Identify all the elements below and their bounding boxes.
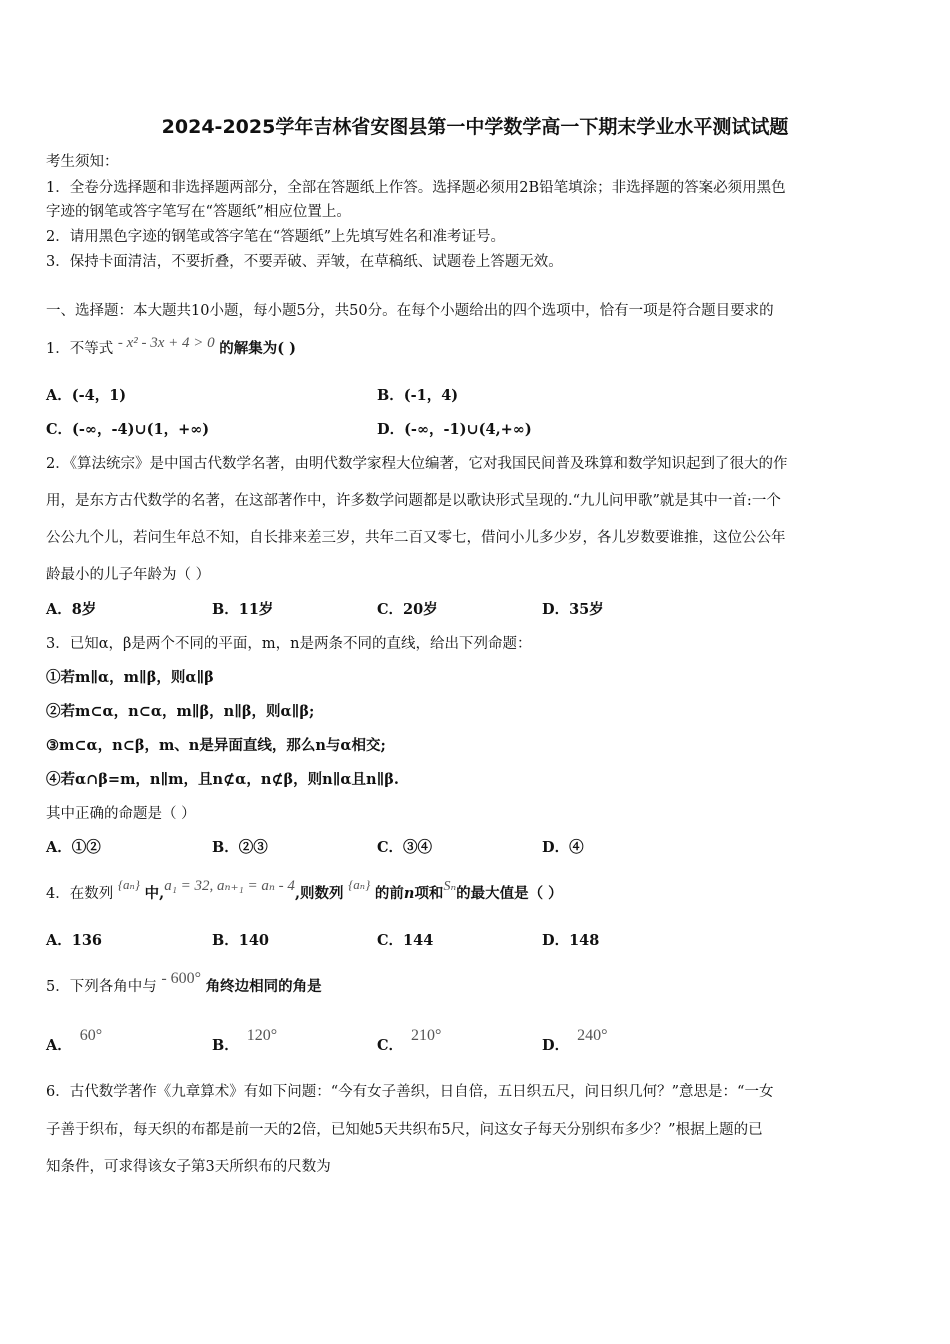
question-3-option-b: B．②③ <box>212 839 268 856</box>
question-3-line: 其中正确的命题是（ ） <box>46 806 196 822</box>
question-4-sequence: {aₙ} <box>117 877 141 892</box>
notice-item: 2．请用黑色字迹的钢笔或答字笔在“答题纸”上先填写姓名和准考证号。 <box>46 229 506 245</box>
question-6-line: 子善于织布，每天织的布都是前一天的2倍，已知她5天共织布5尺，问这女子每天分别织布多少？”根据上题的已 <box>46 1122 763 1138</box>
question-5-option-a <box>46 1027 103 1056</box>
question-1-option-c: C．(-∞，-4)∪(1，+∞) <box>46 421 210 438</box>
question-4-n: n <box>403 885 415 902</box>
question-4-text4: 项和 <box>414 885 444 902</box>
question-3-statement-4: ④若α∩β=m，n∥m，且n⊄α，n⊄β，则n∥α且n∥β. <box>46 771 399 788</box>
question-5-option-c-letter: C． <box>377 1037 404 1054</box>
question-3-option-a: A．①② <box>46 839 101 856</box>
question-4-formula: a₁ = 32, aₙ₊₁ = aₙ - 4 <box>164 878 295 894</box>
question-6-line: 知条件，可求得该女子第3天所织布的尺数为 <box>46 1159 331 1175</box>
question-5-option-b <box>212 1027 278 1056</box>
question-2-line: 龄最小的儿子年龄为（ ） <box>46 567 211 583</box>
question-5 <box>46 970 322 997</box>
question-4-option-a: A．136 <box>46 932 103 949</box>
question-5-option-d <box>542 1027 608 1056</box>
question-5-option-d-letter: D． <box>542 1037 570 1054</box>
question-1-option-b: B．(-1，4) <box>377 387 459 404</box>
question-1-formula: - x² - 3x + 4 > 0 <box>117 335 215 351</box>
page-title: 2024-2025学年吉林省安图县第一中学数学高一下期末学业水平测试试题 <box>161 116 789 138</box>
question-4 <box>46 877 563 905</box>
question-2-line: 2．《算法统宗》是中国古代数学名著，由明代数学家程大位编著，它对我国民间普及珠算和数学知识起到了很大的作 <box>46 456 788 472</box>
question-5-option-c <box>377 1027 442 1056</box>
question-4-option-b: B．140 <box>212 932 270 949</box>
question-1-suffix: 的解集为( ) <box>219 340 297 357</box>
question-5-option-b-value: 120° <box>246 1027 278 1044</box>
notice-item: 1．全卷分选择题和非选择题两部分，全部在答题纸上作答。选择题必须用2B铅笔填涂；非选择题的答案必须用黑色 <box>46 180 786 196</box>
question-2-line: 用，是东方古代数学的名著，在这部著作中，许多数学问题都是以歌诀形式呈现的.“九儿问甲歌”就是其中一首:一个 <box>46 493 781 509</box>
question-1-option-d: D．(-∞，-1)∪(4,+∞) <box>377 421 532 438</box>
question-4-option-d: D．148 <box>542 932 600 949</box>
question-1-prefix: 1．不等式 <box>46 341 114 357</box>
question-2-option-d: D．35岁 <box>542 601 604 618</box>
notice-item: 字迹的钢笔或答字笔写在“答题纸”相应位置上。 <box>46 204 351 220</box>
question-4-mid2: ,则数列 <box>294 885 344 902</box>
question-4-sequence-2: {aₙ} <box>348 877 371 892</box>
question-5-option-b-letter: B． <box>212 1037 239 1054</box>
question-3-statement-2: ②若m⊂α，n⊂α，m∥β，n∥β，则α∥β; <box>46 703 315 720</box>
question-4-mid: 中, <box>144 885 165 902</box>
question-5-option-a-value: 60° <box>79 1027 103 1044</box>
question-3-option-c: C．③④ <box>377 839 433 856</box>
question-2-option-c: C．20岁 <box>377 601 438 618</box>
question-6-line: 6．古代数学著作《九章算术》有如下问题：“今有女子善织，日自倍，五日织五尺，问日织几何？”意思是：“一女 <box>46 1084 774 1100</box>
question-4-text3: 的前 <box>374 885 404 902</box>
question-3-statement-3: ③m⊂α，n⊂β，m、n是异面直线，那么n与α相交; <box>46 737 386 754</box>
question-4-sum: Sₙ <box>443 879 457 894</box>
notice-heading: 考生须知： <box>46 154 119 170</box>
question-1 <box>46 335 297 359</box>
question-3-statement-1: ①若m∥α，m∥β，则α∥β <box>46 669 214 686</box>
question-5-prefix: 5．下列各角中与 <box>46 979 157 995</box>
question-5-angle: - 600° <box>161 970 202 987</box>
question-3-option-d: D．④ <box>542 839 584 856</box>
notice-item: 3．保持卡面清洁，不要折叠，不要弄破、弄皱，在草稿纸、试题卷上答题无效。 <box>46 254 563 270</box>
question-5-suffix: 角终边相同的角是 <box>205 978 322 995</box>
section-heading: 一、选择题：本大题共10小题，每小题5分，共50分。在每个小题给出的四个选项中，恰有一项是符合题目要求的 <box>46 303 774 319</box>
question-5-option-c-value: 210° <box>411 1027 442 1044</box>
question-2-option-a: A．8岁 <box>46 601 97 618</box>
question-1-option-a: A．(-4，1) <box>46 387 127 404</box>
question-2-line: 公公九个儿，若问生年总不知，自长排来差三岁，共年二百又零七，借问小儿多少岁，各儿岁数要谁推，这位公公年 <box>46 530 786 546</box>
question-4-suffix: 的最大值是（ ） <box>456 885 563 902</box>
question-5-option-d-value: 240° <box>577 1027 608 1044</box>
question-2-option-b: B．11岁 <box>212 601 274 618</box>
question-4-option-c: C．144 <box>377 932 434 949</box>
question-5-option-a-letter: A． <box>46 1037 72 1054</box>
question-4-prefix: 4．在数列 <box>46 886 114 902</box>
question-3-line: 3．已知α，β是两个不同的平面，m，n是两条不同的直线，给出下列命题： <box>46 636 532 652</box>
